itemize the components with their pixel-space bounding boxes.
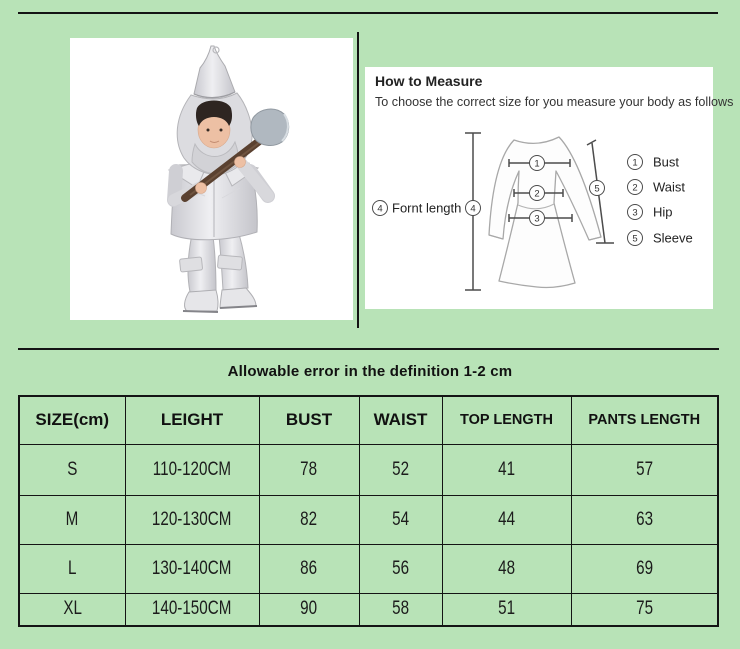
svg-text:2: 2 <box>632 182 638 194</box>
legend-item-waist <box>628 180 686 195</box>
how-to-measure-panel <box>365 67 734 309</box>
size-chart-table <box>18 395 719 627</box>
cell-toplength-s: 41 <box>498 458 515 480</box>
cell-height-m: 120-130CM <box>152 508 232 530</box>
cell-waist-m: 54 <box>392 508 409 530</box>
cell-height-l: 130-140CM <box>152 557 232 579</box>
legend-item-sleeve <box>628 231 693 246</box>
svg-text:5: 5 <box>594 183 600 195</box>
sleeve-marker <box>590 181 605 196</box>
tolerance-note: Allowable error in the definition 1-2 cm <box>227 363 513 380</box>
svg-text:1: 1 <box>534 158 540 170</box>
measure-title: How to Measure <box>375 73 483 89</box>
cell-size-xl: XL <box>62 598 82 620</box>
header-waist: WAIST <box>359 396 442 444</box>
front-length-marker <box>466 201 481 216</box>
cell-pantslength-m: 63 <box>635 508 653 530</box>
product-photo <box>70 38 353 320</box>
svg-text:3: 3 <box>632 207 638 219</box>
cell-size-m: M <box>65 508 79 530</box>
svg-text:Hip: Hip <box>653 204 673 220</box>
svg-text:Waist: Waist <box>653 179 686 195</box>
measure-subtitle: To choose the correct size for you measure your body as follows <box>375 95 734 109</box>
measurement-diagram <box>365 67 734 309</box>
cell-size-s: S <box>67 458 78 480</box>
svg-text:4: 4 <box>377 203 383 215</box>
section-divider-line <box>18 348 719 350</box>
legend-item-bust <box>628 155 680 170</box>
cell-height-s: 110-120CM <box>152 458 232 480</box>
header-size: SIZE(cm) <box>19 396 125 444</box>
cell-toplength-l: 48 <box>498 557 515 579</box>
tin-man-costume-illustration <box>70 38 353 320</box>
cell-waist-xl: 58 <box>392 598 409 620</box>
vertical-divider-line <box>357 32 359 328</box>
front-length-label <box>373 201 462 216</box>
cell-size-l: L <box>68 557 77 579</box>
cell-height-xl: 140-150CM <box>152 598 232 620</box>
cell-bust-s: 78 <box>300 458 318 480</box>
table-row-l <box>19 544 718 593</box>
waist-marker <box>530 186 545 201</box>
table-header-row <box>19 396 718 444</box>
cell-pantslength-xl: 75 <box>635 598 653 620</box>
cell-toplength-xl: 51 <box>498 598 515 620</box>
cell-bust-xl: 90 <box>300 598 318 620</box>
header-pants-length: PANTS LENGTH <box>571 396 718 444</box>
dress-outline <box>489 137 601 288</box>
cell-waist-l: 56 <box>392 557 409 579</box>
table-row-m <box>19 495 718 544</box>
header-bust: BUST <box>259 396 359 444</box>
cell-bust-m: 82 <box>300 508 318 530</box>
svg-text:Bust: Bust <box>653 154 680 170</box>
table-row-s <box>19 444 718 495</box>
cell-pantslength-s: 57 <box>635 458 653 480</box>
svg-text:5: 5 <box>632 233 638 245</box>
table-row-xl <box>19 593 718 626</box>
svg-text:3: 3 <box>534 213 540 225</box>
svg-text:2: 2 <box>534 188 540 200</box>
svg-text:1: 1 <box>632 157 638 169</box>
header-top-length: TOP LENGTH <box>442 396 571 444</box>
legend-item-hip <box>628 205 673 220</box>
top-divider-line <box>18 12 718 14</box>
cell-waist-s: 52 <box>392 458 409 480</box>
header-height: LEIGHT <box>125 396 259 444</box>
cell-bust-l: 86 <box>300 557 318 579</box>
hip-marker <box>530 211 545 226</box>
cell-toplength-m: 44 <box>498 508 515 530</box>
cell-pantslength-l: 69 <box>635 557 653 579</box>
bust-marker <box>530 156 545 171</box>
svg-text:4: 4 <box>470 203 476 215</box>
svg-text:Fornt length: Fornt length <box>392 200 462 216</box>
svg-text:Sleeve: Sleeve <box>653 230 693 246</box>
